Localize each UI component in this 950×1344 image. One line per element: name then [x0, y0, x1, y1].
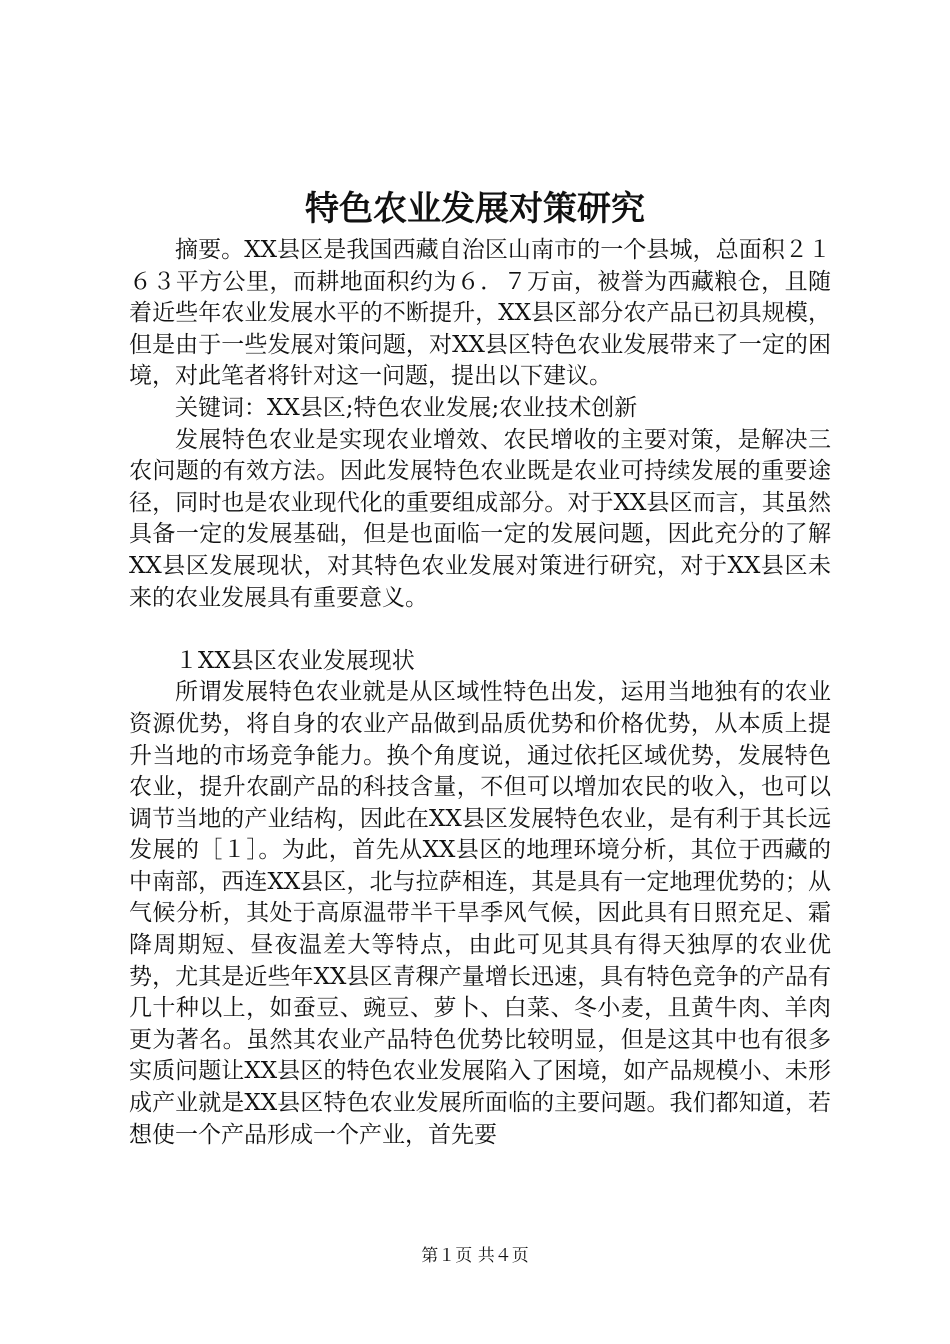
page-footer: 第１页 共４页: [421, 1246, 529, 1266]
abstract-paragraph: 摘要。XX县区是我国西藏自治区山南市的一个县城，总面积２１６３平方公里，而耕地面积约为６．７万亩，被誉为西藏粮仓，且随着近些年农业发展水平的不断提升，XX县区部分农产品已初具规模，但是由于一些发展对策问题，对XX县区特色农业发展带来了一定的困境，对此笔者将针对这一问题，提出以下建议。: [129, 237, 831, 390]
document-body: [129, 235, 831, 1151]
keywords-paragraph: 关键词：XX县区;特色农业发展;农业技术创新: [175, 394, 638, 421]
section-heading: １XX县区农业发展现状: [175, 647, 415, 674]
intro-paragraph: 发展特色农业是实现农业增效、农民增收的主要对策，是解决三农问题的有效方法。因此发展特色农业既是农业可持续发展的重要途径，同时也是农业现代化的重要组成部分。对于XX县区而言，其虽然具备一定的发展基础，但是也面临一定的发展问题，因此充分的了解XX县区发展现状，对其特色农业发展对策进行研究，对于XX县区未来的农业发展具有重要意义。: [129, 426, 831, 611]
section-paragraph: 所谓发展特色农业就是从区域性特色出发，运用当地独有的农业资源优势，将自身的农业产品做到品质优势和价格优势，从本质上提升当地的市场竞争能力。换个角度说，通过依托区域优势，发展特色农业，提升农副产品的科技含量，不但可以增加农民的收入，也可以调节当地的产业结构，因此在XX县区发展特色农业，是有利于其长远发展的［１］。为此，首先从XX县区的地理环境分析，其位于西藏的中南部，西连XX县区，北与拉萨相连，其是具有一定地理优势的；从气候分析，其处于高原温带半干旱季风气候，因此具有日照充足、霜降周期短、昼夜温差大等特点，由此可见其具有得天独厚的农业优势，尤其是近些年XX县区青稞产量增长迅速，具有特色竞争的产品有几十种以上，如蚕豆、豌豆、萝卜、白菜、冬小麦，且黄牛肉、羊肉更为著名。虽然其农业产品特色优势比较明显，但是这其中也有很多实质问题让XX县区的特色农业发展陷入了困境，如产品规模小、未形成产业就是XX县区特色农业发展所面临的主要问题。我们都知道，若想使一个产品形成一个产业，首先要: [129, 679, 831, 1148]
document-title: 特色农业发展对策研究: [305, 189, 645, 229]
